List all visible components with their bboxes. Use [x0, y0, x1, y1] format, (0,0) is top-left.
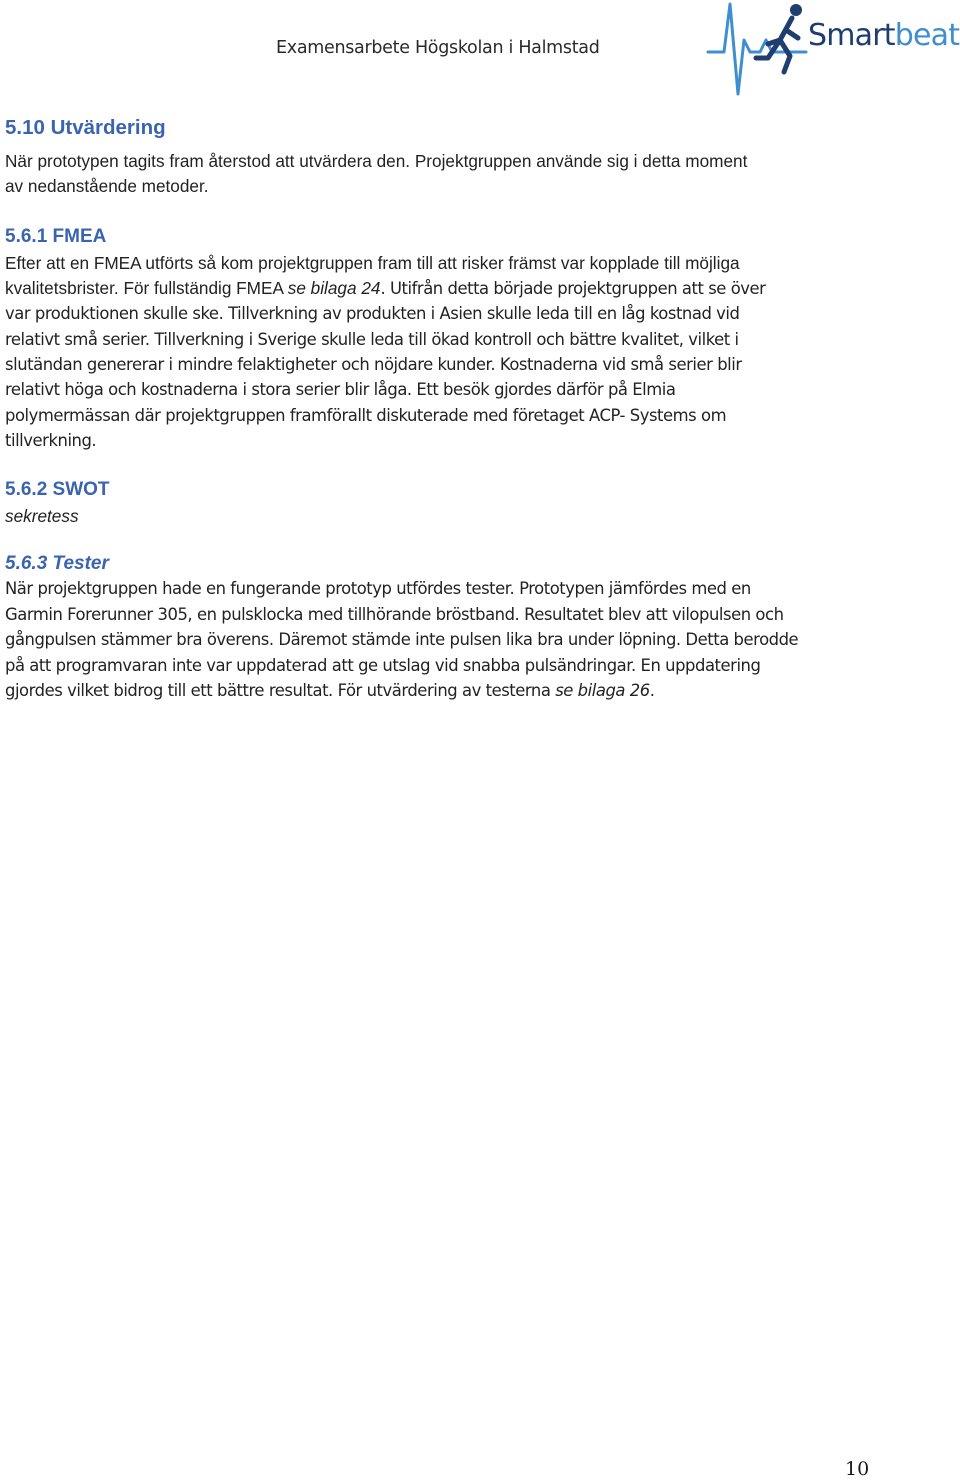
- paragraph-line: relativt höga och kostnaderna i stora serier blir låga. Ett besök gjordes därför på Elmia: [5, 380, 676, 399]
- paragraph-line: gjordes vilket bidrog till ett bättre resultat. För utvärdering av testerna se bilaga 26.: [5, 681, 655, 700]
- paragraph-line: polymermässan där projektgruppen framförallt diskuterade med företaget ACP- Systems om: [5, 406, 727, 425]
- paragraph-line: gångpulsen stämmer bra överens. Däremot stämde inte pulsen lika bra under löpning. Detta berodde: [5, 630, 799, 649]
- section-heading-utvardering: 5.10 Utvärdering: [5, 116, 166, 139]
- paragraph-line: av nedanstående metoder.: [5, 176, 209, 196]
- running-header: Examensarbete Högskolan i Halmstad: [276, 38, 600, 58]
- heartbeat-runner-icon: [706, 0, 810, 96]
- paragraph-line: kvalitetsbrister. För fullständig FMEA se bilaga 24. Utifrån detta började projektgruppen att se över: [5, 278, 766, 298]
- section-heading-fmea: 5.6.1 FMEA: [5, 226, 107, 247]
- page-number: 10: [845, 1458, 870, 1480]
- paragraph-line: tillverkning.: [5, 431, 97, 450]
- paragraph-line: Garmin Forerunner 305, en pulsklocka med tillhörande bröstband. Resultatet blev att vilopulsen och: [5, 605, 784, 624]
- bilaga-reference: se bilaga 26: [555, 681, 650, 700]
- section-heading-tester: 5.6.3 Tester: [5, 553, 109, 574]
- section-heading-swot: 5.6.2 SWOT: [5, 479, 110, 500]
- paragraph-line: relativt små serier. Tillverkning i Sverige skulle leda till ökad kontroll och bättre kvalitet, vilket i: [5, 330, 739, 349]
- paragraph-line: När projektgruppen hade en fungerande prototyp utfördes tester. Prototypen jämfördes med en: [5, 579, 751, 598]
- paragraph-line: slutändan genererar i mindre felaktigheter och nöjdare kunder. Kostnaderna vid små serier blir: [5, 355, 742, 374]
- paragraph-line: När prototypen tagits fram återstod att utvärdera den. Projektgruppen använde sig i detta moment: [5, 151, 748, 171]
- smartbeat-logo: [706, 0, 960, 96]
- logo-wordmark: Smartbeat: [808, 18, 960, 53]
- confidential-note: sekretess: [5, 506, 79, 526]
- bilaga-reference: se bilaga 24: [287, 278, 381, 298]
- paragraph-line: på att programvaran inte var uppdaterad att ge utslag vid snabba pulsändringar. En uppdatering: [5, 656, 761, 675]
- paragraph-line: var produktionen skulle ske. Tillverkning av produkten i Asien skulle leda till en låg kostnad vid: [5, 304, 740, 323]
- paragraph-line: Efter att en FMEA utförts så kom projektgruppen fram till att risker främst var kopplade till möjliga: [5, 253, 740, 273]
